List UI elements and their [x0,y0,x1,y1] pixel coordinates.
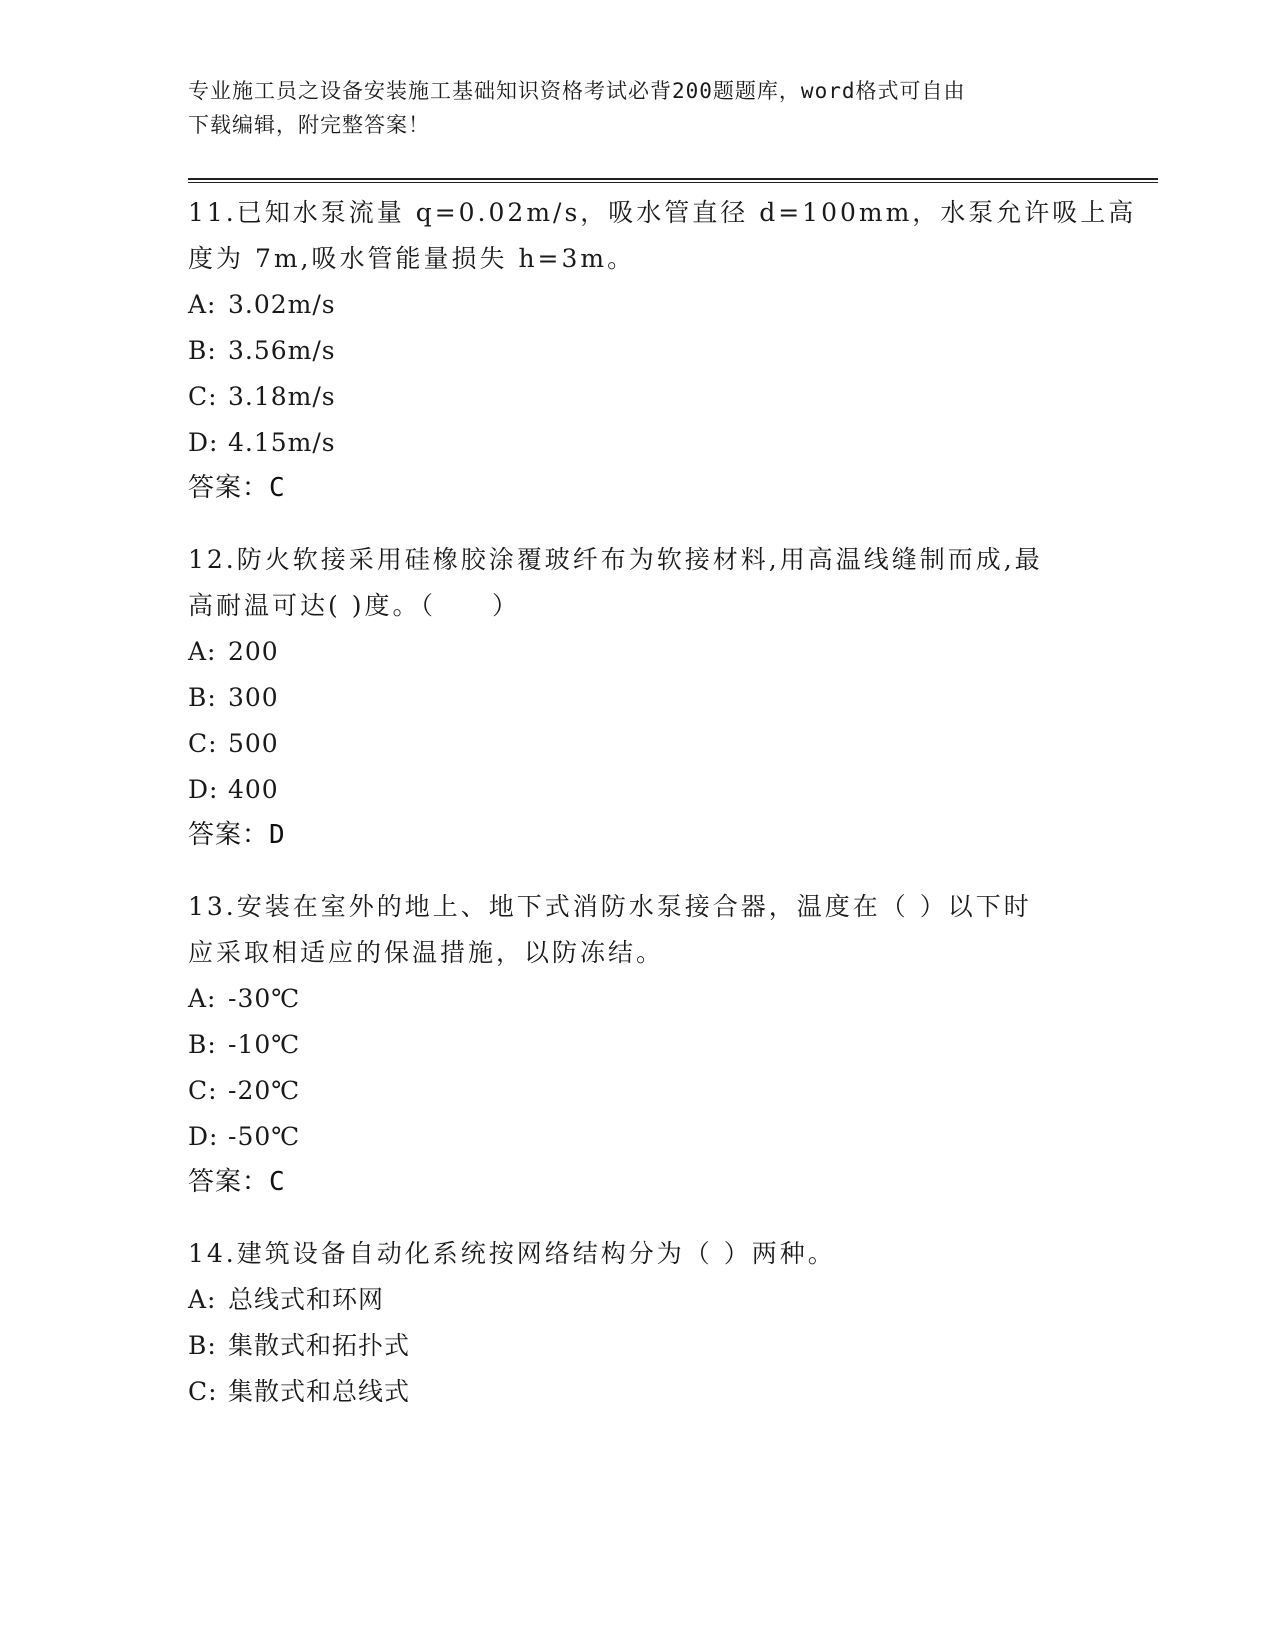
option-letter: D: [188,775,219,804]
question-14 [188,1231,1088,1415]
option-text: 4.15m/s [228,428,336,457]
option-text: 3.56m/s [228,336,336,365]
question-list [188,190,1137,1442]
option-text: 集散式和拓扑式 [228,1331,411,1360]
option-text: 3.18m/s [228,382,336,411]
option-text: 400 [228,775,279,804]
option-b [188,328,1088,374]
option-letter: B: [188,683,217,712]
option-a [188,282,1088,328]
option-d [188,420,1088,466]
option-letter: A: [188,1285,217,1314]
option-c [188,1068,1088,1114]
option-a [188,629,1088,675]
option-c [188,374,1088,420]
option-b [188,675,1088,721]
option-letter: A: [188,637,217,666]
option-text: -10℃ [228,1030,301,1059]
option-letter: C: [188,1076,218,1105]
option-letter: B: [188,336,217,365]
header-divider-thin [188,182,1158,183]
question-text-line: 14.建筑设备自动化系统按网络结构分为（ ）两种。 [188,1239,836,1268]
option-letter: B: [188,1030,217,1059]
header-line-2: 下载编辑，附完整答案！ [188,113,430,137]
question-text-line: 12.防火软接采用硅橡胶涂覆玻纤布为软接材料,用高温线缝制而成,最 [188,545,1043,574]
option-text: -50℃ [228,1122,301,1151]
answer-line: 答案：D [188,820,286,850]
question-text-line: 高耐温可达( )度。（ ） [188,591,520,620]
option-a [188,976,1088,1022]
header-divider [188,178,1158,180]
option-letter: C: [188,382,218,411]
option-a [188,1277,1088,1323]
option-b [188,1323,1088,1369]
option-text: 500 [228,729,279,758]
question-12 [188,537,1088,857]
option-text: -20℃ [228,1076,301,1105]
question-13 [188,884,1088,1204]
option-letter: C: [188,729,218,758]
question-text-line: 13.安装在室外的地上、地下式消防水泵接合器，温度在（ ）以下时 [188,892,1032,921]
option-d [188,1114,1088,1160]
option-d [188,767,1088,813]
question-text-line: 度为 7m,吸水管能量损失 h=3m。 [188,244,636,273]
option-letter: C: [188,1377,218,1406]
question-text-line: 应采取相适应的保温措施，以防冻结。 [188,938,665,967]
answer-line: 答案：C [188,1167,286,1197]
option-text: -30℃ [228,984,301,1013]
option-text: 200 [228,637,279,666]
option-b [188,1022,1088,1068]
question-11 [188,190,1137,510]
option-c [188,721,1088,767]
option-letter: D: [188,1122,219,1151]
option-letter: A: [188,290,217,319]
option-c [188,1369,1088,1415]
option-letter: A: [188,984,217,1013]
option-letter: B: [188,1331,217,1360]
option-letter: D: [188,428,219,457]
answer-line: 答案：C [188,473,286,503]
option-text: 集散式和总线式 [228,1377,411,1406]
option-text: 总线式和环网 [228,1285,385,1314]
header-line-1: 专业施工员之设备安装施工基础知识资格考试必背200题题库，word格式可自由 [188,79,966,103]
document-header [188,74,1088,142]
option-text: 300 [228,683,279,712]
option-text: 3.02m/s [228,290,336,319]
question-text-line: 11.已知水泵流量 q=0.02m/s，吸水管直径 d=100mm，水泵允许吸上高 [188,198,1137,227]
